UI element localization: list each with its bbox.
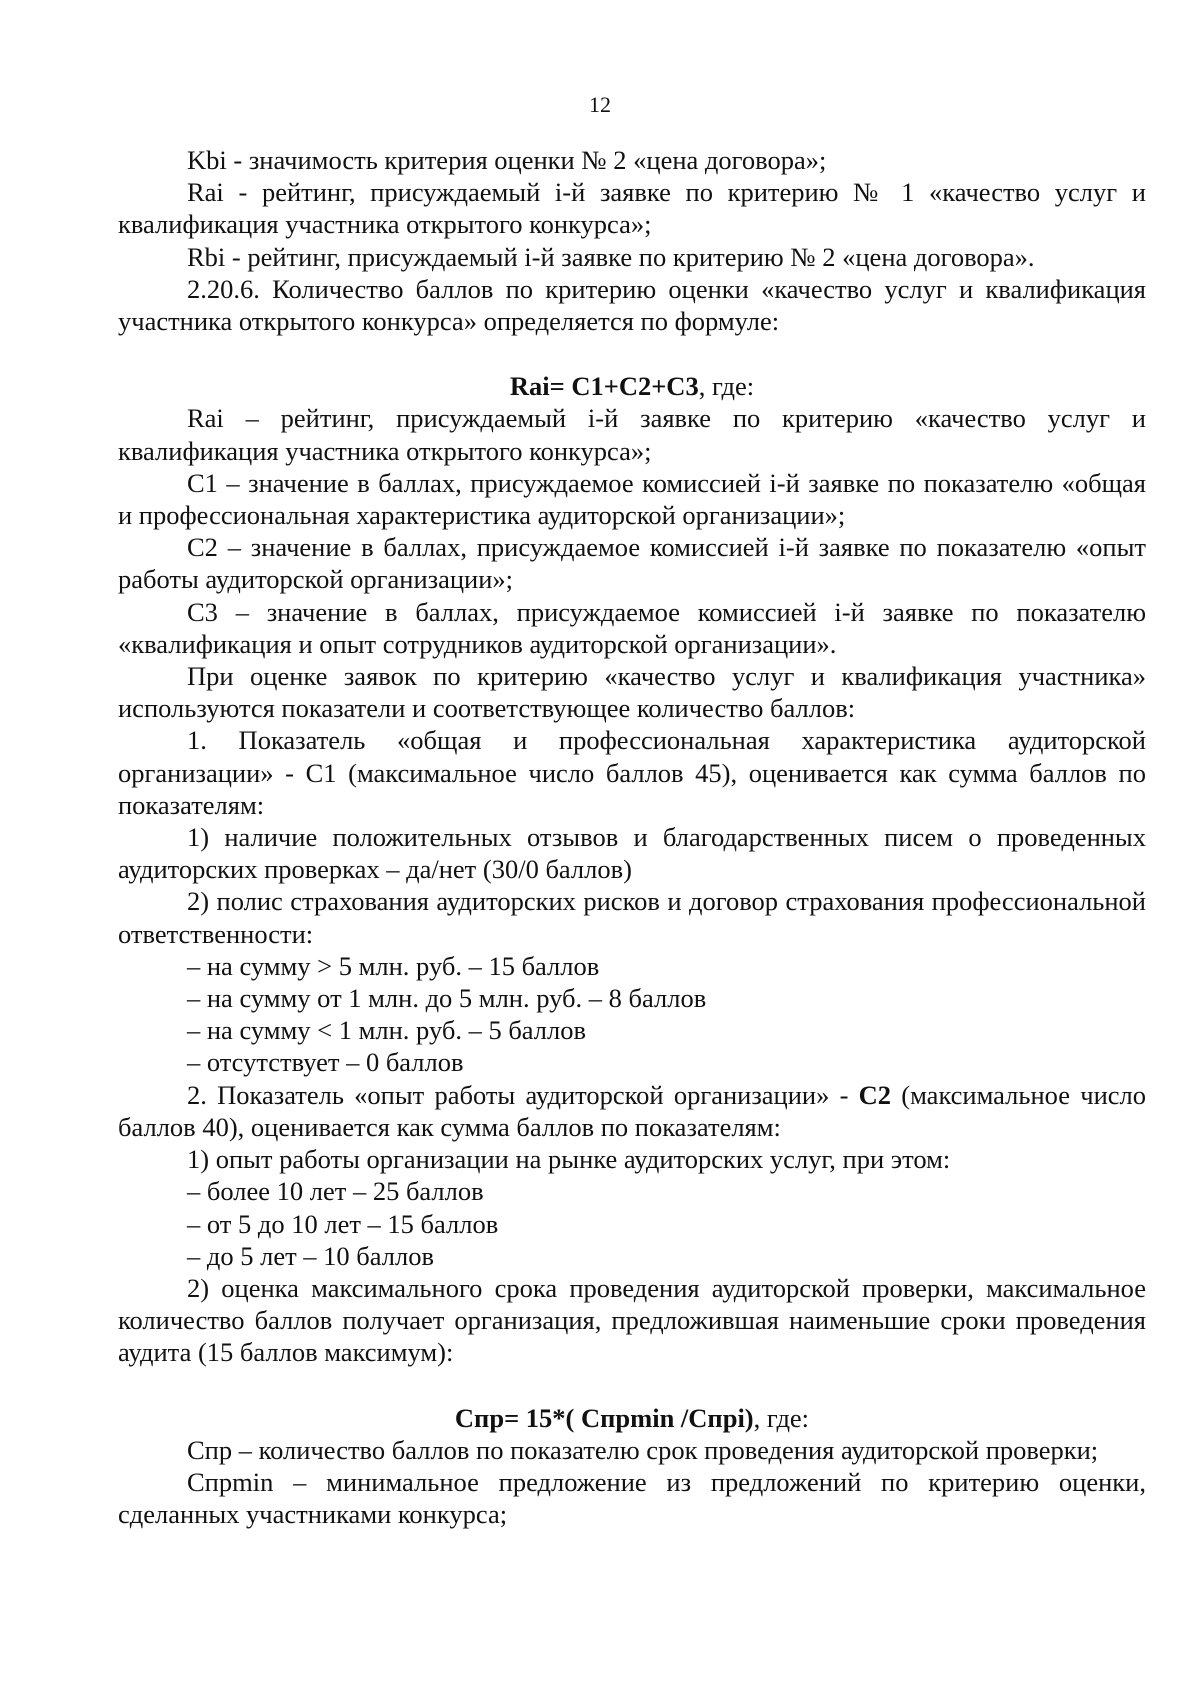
paragraph-rbi: Rbi - рейтинг, присуждаемый i-й заявке по критерию № 2 «цена договора».: [187, 241, 1035, 272]
paragraph-kbi: Kbi - значимость критерия оценки № 2 «цена договора»;: [187, 145, 827, 175]
formula-spr: [118, 1369, 1146, 1434]
page-number: 12: [589, 92, 611, 117]
formula-rai-suffix: , где:: [698, 371, 755, 402]
list-item: – до 5 лет – 10 баллов: [187, 1240, 434, 1271]
paragraph-2-20-6: 2.20.6. Количество баллов по критерию оценки «качество услуг и квалификация участника открытого конкурса» определяется по формуле:: [118, 273, 1146, 337]
formula-spr-expression: Спр= 15*( Спрmin /Спрi): [454, 1402, 754, 1433]
paragraph-rai: Rai - рейтинг, присуждаемый i-й заявке по критерию № 1 «качество услуг и квалификация участника открытого конкурса»;: [118, 177, 1146, 240]
definition-rai: Rai – рейтинг, присуждаемый i-й заявке по критерию «качество услуг и квалификация участника открытого конкурса»;: [118, 403, 1146, 466]
definition-c2: C2 – значение в баллах, присуждаемое комиссией i-й заявке по показателю «опыт работы аудиторской организации»;: [118, 532, 1146, 595]
document-body: [118, 144, 1146, 1530]
indicator-1-item-2: 2) полис страхования аудиторских рисков и договор страхования профессиональной ответственности:: [118, 886, 1146, 949]
list-item: – на сумму от 1 млн. до 5 млн. руб. – 8 баллов: [187, 983, 707, 1014]
list-item: – отсутствует – 0 баллов: [187, 1047, 464, 1078]
definition-c3: C3 – значение в баллах, присуждаемое комиссией i-й заявке по показателю «квалификация и опыт сотрудников аудиторской организации».: [118, 596, 1146, 659]
indicator-2-item-1: 1) опыт работы организации на рынке аудиторских услуг, при этом:: [187, 1144, 951, 1175]
indicator-2-item-2: 2) оценка максимального срока проведения аудиторской проверки, максимальное количество баллов получает организация, предложившая наименьшие сроки проведения аудита (15 баллов максимум):: [118, 1272, 1146, 1368]
paragraph-evaluation-intro: При оценке заявок по критерию «качество услуг и квалификация участника» используются показатели и соответствующее количество баллов:: [118, 661, 1146, 724]
formula-spr-suffix: , где:: [753, 1402, 810, 1433]
formula-rai-expression: Rai= C1+C2+C3: [509, 371, 699, 402]
definition-c1: C1 – значение в баллах, присуждаемое комиссией i-й заявке по показателю «общая и профессиональная характеристика аудиторской организации»;: [118, 467, 1146, 531]
definition-sprmin: Спрmin – минимальное предложение из предложений по критерию оценки, сделанных участниками конкурса;: [118, 1466, 1146, 1530]
indicator-2: [118, 1079, 1146, 1143]
indicator-1-item-1: 1) наличие положительных отзывов и благодарственных писем о проведенных аудиторских проверках – да/нет (30/0 баллов): [118, 822, 1146, 885]
formula-rai: [118, 337, 1146, 402]
list-item: – на сумму > 5 млн. руб. – 15 баллов: [187, 950, 600, 981]
indicator-2-text-a: 2. Показатель «опыт работы аудиторской организации» -: [187, 1079, 859, 1110]
indicator-1: 1. Показатель «общая и профессиональная характеристика аудиторской организации» - C1 (максимальное число баллов 45), оценивается как сумма баллов по показателям:: [118, 725, 1146, 820]
list-item: – от 5 до 10 лет – 15 баллов: [187, 1208, 499, 1239]
indicator-2-text-b: (максимальное число баллов 40), оценивается как сумма баллов по показателям:: [118, 1079, 1146, 1142]
definition-spr: Спр – количество баллов по показателю срок проведения аудиторской проверки;: [187, 1434, 1099, 1465]
list-item: – более 10 лет – 25 баллов: [187, 1176, 484, 1207]
list-item: – на сумму < 1 млн. руб. – 5 баллов: [187, 1015, 587, 1046]
indicator-2-code: C2: [858, 1079, 892, 1110]
